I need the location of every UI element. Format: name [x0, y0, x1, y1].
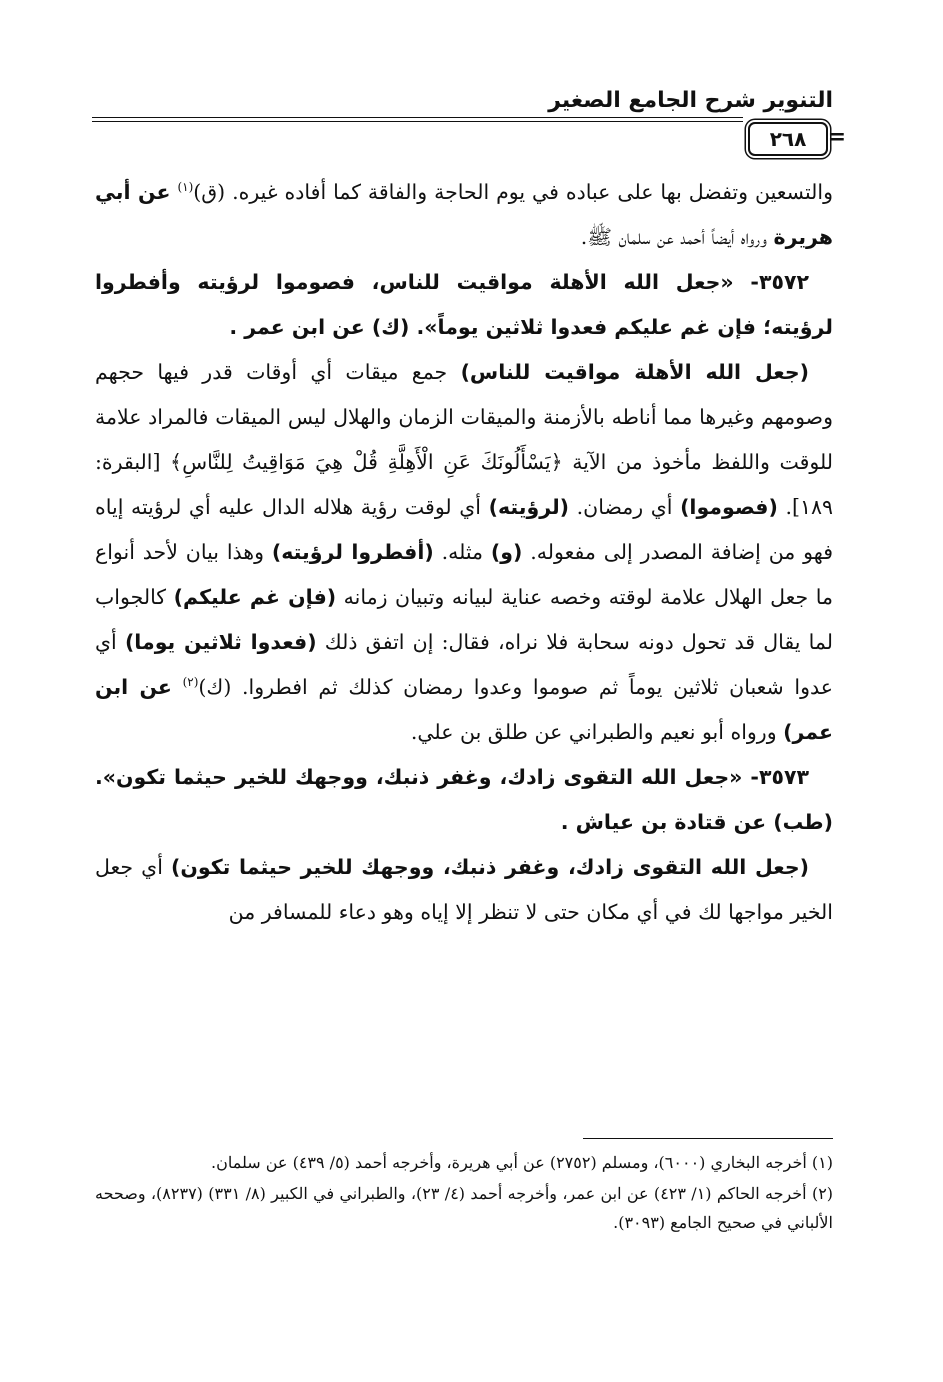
text-run	[172, 675, 183, 699]
text-run: كالجواب لما يقال قد تحول دونه سحابة فلا نراه، فقال: إن اتفق ذلك	[95, 585, 834, 654]
paragraph-p1	[95, 170, 833, 260]
bold-text: (لرؤيته)	[488, 495, 570, 519]
header-rule-top	[92, 117, 743, 118]
bold-text: (أفطروا لرؤيته)	[271, 540, 434, 564]
text-run: أي رمضان.	[569, 495, 681, 519]
text-run: أي عدوا شعبان ثلاثين يوماً ثم صوموا وعدوا رمضان كذلك ثم افطروا. (ك)	[95, 630, 833, 699]
bold-text: (فإن غم عليكم)	[173, 585, 337, 609]
text-run: والتسعين وتفضل بها على عباده في يوم الحاجة والفاقة كما أفاده غيره. (ق)	[193, 180, 833, 204]
bold-text: عن أبي هريرة	[95, 180, 833, 249]
bold-text: (جعل الله التقوى زادك، وغفر ذنبك، ووجهك للخير حيثما تكون)	[170, 855, 809, 879]
page-number: ٢٦٨	[748, 122, 828, 156]
book-title: التنوير شرح الجامع الصغير	[548, 88, 833, 113]
paragraph-p4	[95, 755, 833, 845]
footnotes	[95, 1148, 833, 1239]
paragraph-p3	[95, 350, 833, 755]
paragraph-p2	[95, 260, 833, 350]
bold-text: ٣٥٧٢- «جعل الله الأهلة مواقيت للناس، فصوموا لرؤيته وأفطروا لرؤيته؛ فإن غم عليكم فعدوا ثلاثين يوماً». (ك) عن ابن عمر .	[95, 270, 833, 339]
text-run: أي لوقت رؤية هلاله الدال عليه أي لرؤيته إياه فهو من إضافة المصدر إلى مفعوله.	[95, 495, 833, 564]
header-separator: =	[827, 124, 846, 150]
footnote-2: (٢) أخرجه الحاكم (١/ ٤٢٣) عن ابن عمر، وأخرجه أحمد (٤/ ٢٣)، والطبراني في الكبير (٨/ ٣٣١) (٨٢٣٧)، وصححه الألباني في صحيح الجامع (٣٠٩٣).	[95, 1184, 834, 1232]
footnote-1: (١) أخرجه البخاري (٦٠٠٠)، ومسلم (٢٧٥٢) عن أبي هريرة، وأخرجه أحمد (٥/ ٤٣٩) عن سلمان.	[211, 1153, 833, 1172]
text-run: ورواه أبو نعيم والطبراني عن طلق بن علي.	[410, 720, 784, 744]
paragraph-p5	[95, 845, 833, 935]
footnote-ref: (١)	[177, 180, 194, 195]
footnote-divider	[583, 1138, 833, 1139]
bold-text: (فعدوا ثلاثين يوما)	[124, 630, 317, 654]
bold-text: (جعل الله الأهلة مواقيت للناس)	[460, 360, 810, 384]
main-text	[95, 170, 833, 935]
text-run: مثله.	[433, 540, 491, 564]
text-run: أي جعل الخير مواجها لك في أي مكان حتى لا تنظر إلا إياه وهو دعاء للمسافر من	[95, 855, 833, 924]
text-run: ورواه أيضاً أحمد عن سلمان ﷺ.	[580, 225, 774, 249]
text-run: وهذا بيان لأحد أنواع ما جعل الهلال علامة لوقته وخصه عناية لبيانه وتبيان زمانه	[95, 540, 833, 609]
header-rule-bottom	[92, 121, 743, 122]
footnote-ref: (٢)	[182, 675, 199, 690]
bold-text: عن ابن عمر)	[95, 675, 833, 744]
bold-text: (فصوموا)	[680, 495, 778, 519]
bold-text: ٣٥٧٣- «جعل الله التقوى زادك، وغفر ذنبك، ووجهك للخير حيثما تكون». (طب) عن قتادة بن عياش .	[95, 765, 833, 834]
text-run: جمع ميقات أي أوقات قدر فيها حجهم وصومهم وغيرها مما أناطه بالأزمنة والميقات الزمان والهلال ليس الميقات فالمراد علامة للوقت واللفظ مأخوذ من الآية ﴿يَسْأَلُونَكَ عَنِ الْأَهِلَّةِ قُلْ هِيَ مَوَاقِيتُ لِلنَّاسِ﴾ [البقرة: ١٨٩].	[95, 360, 834, 519]
bold-text: (و)	[490, 540, 523, 564]
